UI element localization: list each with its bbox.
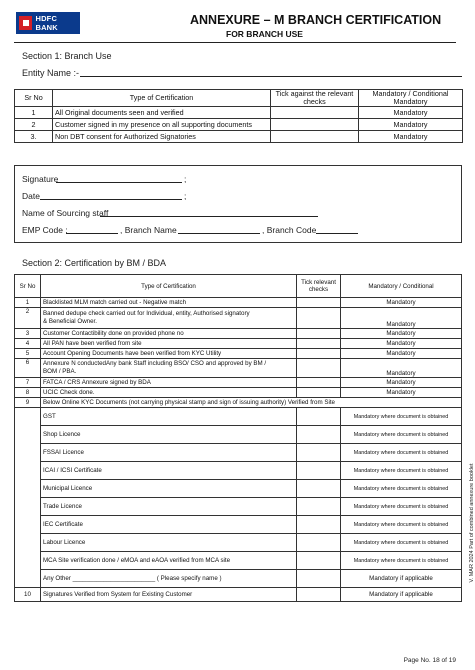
section2-title: Section 2: Certification by BM / BDA: [22, 258, 167, 268]
table-row: [15, 398, 462, 408]
cert-type-line2: & Beneficial Owner.: [43, 318, 97, 325]
mandatory-cell: Mandatory where document is obtained: [341, 516, 462, 534]
hdfc-logo: [16, 12, 80, 34]
side-note-text: V. MAR 2024 Part of combined annexure booklet: [469, 463, 475, 583]
sourcing-staff-label: Name of Sourcing staff: [22, 208, 109, 218]
tick-cell[interactable]: [297, 408, 341, 426]
kyc-doc-type: FSSAI Licence: [41, 444, 297, 462]
sourcing-staff-field[interactable]: [100, 216, 318, 217]
table-row: [15, 534, 462, 552]
section1-title: Section 1: Branch Use: [22, 51, 112, 61]
sr-no: 1: [15, 298, 41, 308]
table-row: [15, 444, 462, 462]
sr-no: 9: [15, 398, 41, 408]
tick-cell[interactable]: [297, 308, 341, 329]
mandatory-cell: Mandatory: [341, 339, 462, 349]
sr-no: 5: [15, 349, 41, 359]
branch-code-label: , Branch Code: [262, 225, 317, 235]
emp-code-label: EMP Code :: [22, 225, 68, 235]
table-row: [15, 462, 462, 480]
sr-no: 2: [15, 308, 41, 329]
table-row: [15, 588, 462, 602]
tick-cell[interactable]: [297, 388, 341, 398]
mandatory-cell: Mandatory: [341, 378, 462, 388]
kyc-doc-type: Municipal Licence: [41, 480, 297, 498]
date-field[interactable]: [40, 199, 182, 200]
cert-type: All Original documents seen and verified: [53, 107, 271, 119]
date-semicolon: ;: [184, 191, 187, 201]
tick-cell[interactable]: [297, 588, 341, 602]
kyc-doc-type: MCA Site verification done / eMOA and eAOA verified from MCA site: [41, 552, 297, 570]
tick-cell[interactable]: [297, 462, 341, 480]
tick-cell[interactable]: [271, 107, 359, 119]
header-divider: [14, 42, 456, 43]
col-type: Type of Certification: [41, 275, 297, 298]
mandatory-cell: Mandatory where document is obtained: [341, 462, 462, 480]
cert-type-line1: Banned dedupe check carried out for Individual, entity, Authorised signatory: [43, 310, 250, 317]
tick-cell[interactable]: [297, 444, 341, 462]
logo-text: HDFC BANK: [35, 14, 58, 32]
mandatory-cell: Mandatory where document is obtained: [341, 444, 462, 462]
signature-box: [14, 165, 462, 243]
table-row: [15, 119, 463, 131]
tick-cell[interactable]: [297, 480, 341, 498]
table-row: [15, 107, 463, 119]
kyc-doc-type: Any Other ________________________ ( Please specify name ): [41, 570, 297, 588]
table-row: [15, 359, 462, 378]
sr-no: 10: [15, 588, 41, 602]
cert-type: All PAN have been verified from site: [41, 339, 297, 349]
table-row: [15, 480, 462, 498]
tick-cell[interactable]: [297, 298, 341, 308]
table-row: [15, 498, 462, 516]
tick-cell[interactable]: [297, 426, 341, 444]
col-mandatory: Mandatory / Conditional: [341, 275, 462, 298]
page-subtitle: FOR BRANCH USE: [226, 29, 303, 39]
table-header-row: [15, 90, 463, 107]
mandatory-cell: Mandatory: [359, 119, 463, 131]
mandatory-cell: Mandatory if applicable: [341, 588, 462, 602]
cert-type: [41, 359, 297, 378]
table-row: [15, 516, 462, 534]
cert-type: Blacklisted MLM match carried out - Negative match: [41, 298, 297, 308]
mandatory-cell: Mandatory if applicable: [341, 570, 462, 588]
cert-type: FATCA / CRS Annexure signed by BDA: [41, 378, 297, 388]
mandatory-cell: Mandatory where document is obtained: [341, 552, 462, 570]
tick-cell[interactable]: [297, 570, 341, 588]
signature-field[interactable]: [56, 182, 182, 183]
date-label: Date: [22, 191, 40, 201]
tick-cell[interactable]: [271, 131, 359, 143]
tick-cell[interactable]: [297, 359, 341, 378]
kyc-doc-type: GST: [41, 408, 297, 426]
mandatory-cell: Mandatory: [359, 107, 463, 119]
entity-name-label: Entity Name :-: [22, 68, 80, 78]
tick-cell[interactable]: [297, 339, 341, 349]
mandatory-cell: Mandatory: [341, 298, 462, 308]
sr-no: 4: [15, 339, 41, 349]
branch-name-field[interactable]: [178, 233, 260, 234]
cert-type-line2: BOM / PBA.: [43, 368, 77, 375]
kyc-doc-type: Shop Licence: [41, 426, 297, 444]
mandatory-cell: Mandatory: [359, 131, 463, 143]
tick-cell[interactable]: [297, 552, 341, 570]
branch-code-field[interactable]: [316, 233, 358, 234]
table-header-row: [15, 275, 462, 298]
mandatory-cell: Mandatory where document is obtained: [341, 426, 462, 444]
cert-type: Customer signed in my presence on all supporting documents: [53, 119, 271, 131]
table-row: [15, 426, 462, 444]
tick-cell[interactable]: [297, 329, 341, 339]
sr-no: 3.: [15, 131, 53, 143]
mandatory-cell: Mandatory: [341, 388, 462, 398]
cert-type-line1: Annexure N conductedAny bank Staff including BSO/ CSO and approved by BM /: [43, 360, 267, 367]
sr-no: 3: [15, 329, 41, 339]
section1-table: [14, 89, 463, 143]
cert-type: UCIC Check done.: [41, 388, 297, 398]
kyc-doc-type: ICAI / ICSI Certificate: [41, 462, 297, 480]
cert-type: Non DBT consent for Authorized Signatories: [53, 131, 271, 143]
cert-type: Customer Contactibility done on provided phone no: [41, 329, 297, 339]
cert-type: Signatures Verified from System for Existing Customer: [41, 588, 297, 602]
hdfc-logo-mark-icon: [19, 16, 32, 30]
table-row: [15, 308, 462, 329]
mandatory-cell: Mandatory: [341, 308, 462, 329]
tick-cell[interactable]: [297, 378, 341, 388]
table-row: [15, 298, 462, 308]
kyc-doc-type: Trade Licence: [41, 498, 297, 516]
mandatory-cell: Mandatory where document is obtained: [341, 498, 462, 516]
mandatory-cell: Mandatory where document is obtained: [341, 480, 462, 498]
side-note: [462, 420, 475, 630]
col-sr-no: Sr No: [15, 275, 41, 298]
col-tick: Tick against the relevant checks: [271, 90, 359, 107]
emp-code-field[interactable]: [66, 233, 118, 234]
mandatory-cell: Mandatory where document is obtained: [341, 408, 462, 426]
table-row: [15, 329, 462, 339]
table-row: [15, 570, 462, 588]
cert-type: Below Online KYC Documents (not carrying physical stamp and sign of issuing authority) Verified from Site: [41, 398, 462, 408]
mandatory-cell: Mandatory: [341, 349, 462, 359]
table-row: [15, 131, 463, 143]
kyc-doc-type: Labour Licence: [41, 534, 297, 552]
cert-type: [41, 308, 297, 329]
tick-cell[interactable]: [271, 119, 359, 131]
col-type: Type of Certification: [53, 90, 271, 107]
sr-no: 1: [15, 107, 53, 119]
table-row: [15, 552, 462, 570]
sr-no: 6: [15, 359, 41, 378]
mandatory-cell: Mandatory: [341, 329, 462, 339]
tick-cell[interactable]: [297, 498, 341, 516]
branch-name-label: , Branch Name: [120, 225, 177, 235]
sr-no-blank: [15, 408, 41, 588]
tick-cell[interactable]: [297, 534, 341, 552]
table-row: [15, 388, 462, 398]
tick-cell[interactable]: [297, 516, 341, 534]
sr-no: 2: [15, 119, 53, 131]
col-sr-no: Sr No: [15, 90, 53, 107]
page-number: Page No. 18 of 19: [403, 657, 456, 664]
col-tick: Tick relevant checks: [297, 275, 341, 298]
mandatory-cell: Mandatory: [341, 359, 462, 378]
table-row: [15, 378, 462, 388]
table-row: [15, 349, 462, 359]
entity-name-field[interactable]: [80, 76, 462, 77]
kyc-doc-type: IEC Certificate: [41, 516, 297, 534]
tick-cell[interactable]: [297, 349, 341, 359]
page-title: ANNEXURE – M BRANCH CERTIFICATION: [190, 13, 442, 27]
signature-label: Signature: [22, 174, 59, 184]
section2-table: [14, 274, 462, 602]
mandatory-cell: Mandatory where document is obtained: [341, 534, 462, 552]
col-mandatory: Mandatory / Conditional Mandatory: [359, 90, 463, 107]
signature-semicolon: ;: [184, 174, 187, 184]
table-row: [15, 339, 462, 349]
sr-no: 7: [15, 378, 41, 388]
sr-no: 8: [15, 388, 41, 398]
cert-type: Account Opening Documents have been verified from KYC Utility: [41, 349, 297, 359]
table-row: [15, 408, 462, 426]
